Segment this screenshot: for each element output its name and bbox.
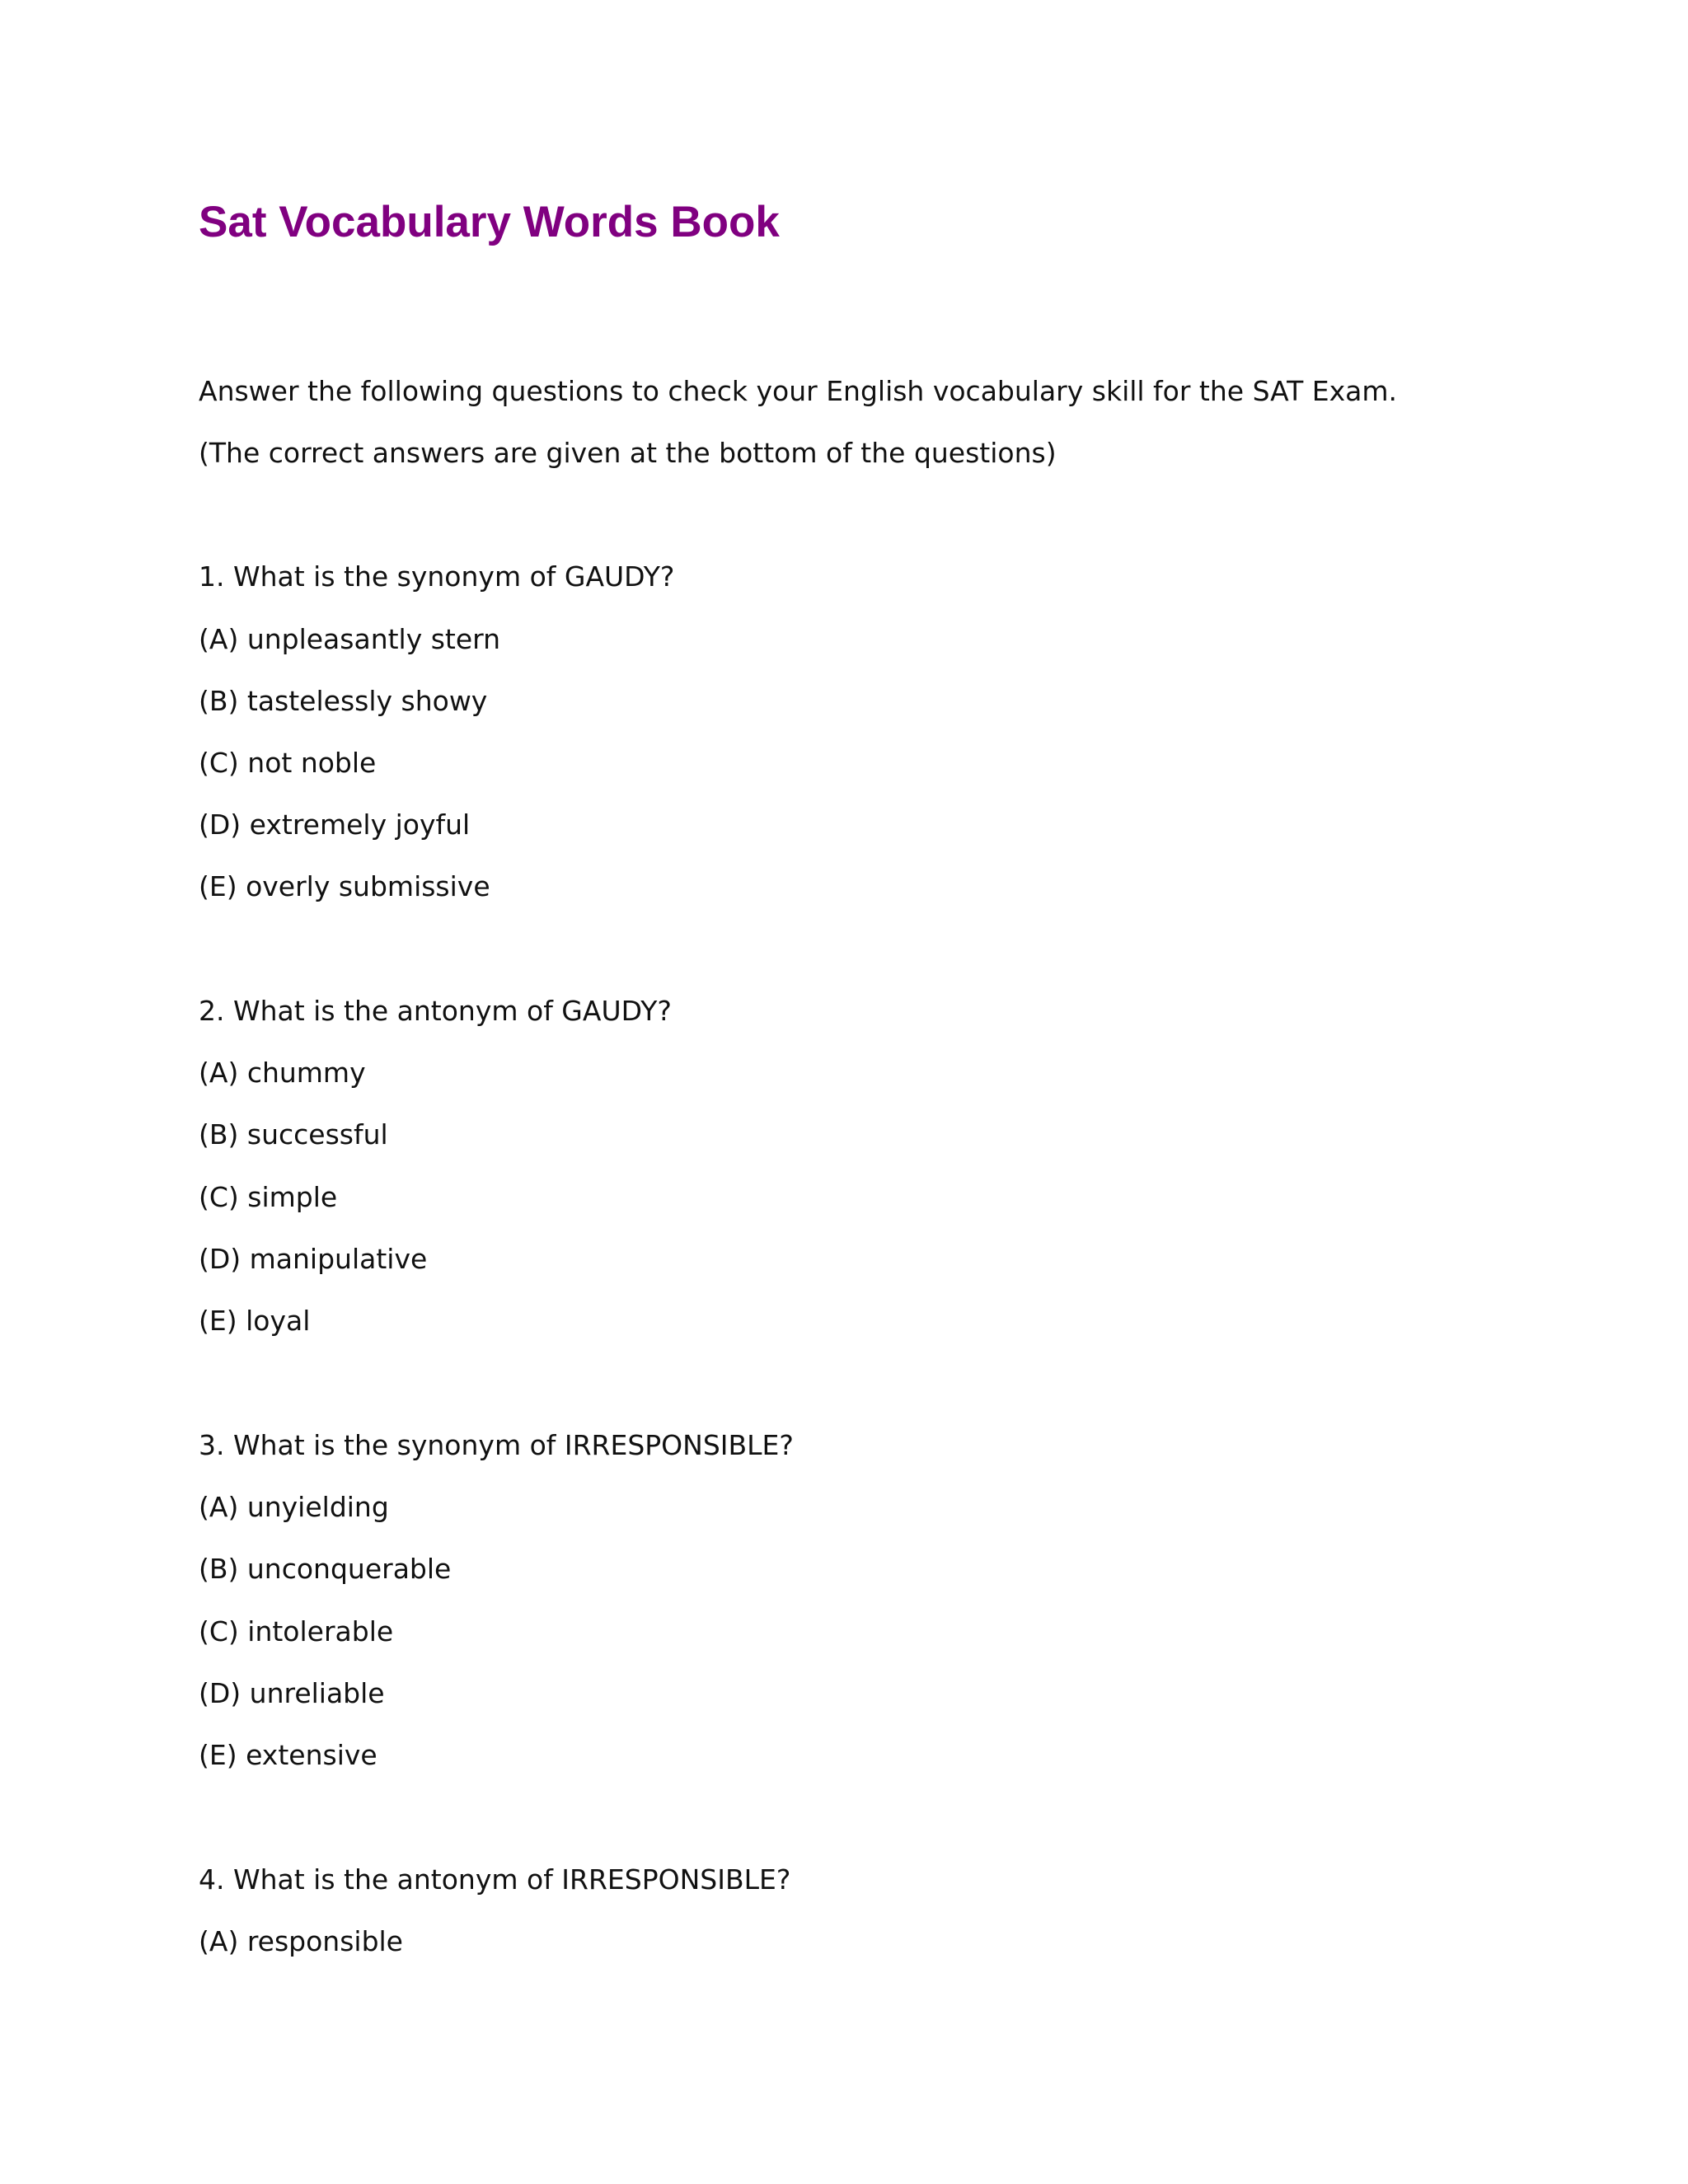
question-2-option-e: (E) loyal [199,1305,311,1337]
answer-note: (The correct answers are given at the bottom of the questions) [199,437,1057,469]
question-1-option-e: (E) overly submissive [199,870,490,902]
question-3-option-d: (D) unreliable [199,1677,385,1709]
question-3-text: 3. What is the synonym of IRRESPONSIBLE? [199,1429,794,1461]
question-1-option-d: (D) extremely joyful [199,808,471,841]
question-3-option-a: (A) unyielding [199,1491,389,1523]
question-1-option-b: (B) tastelessly showy [199,685,488,717]
question-2-option-c: (C) simple [199,1181,338,1213]
question-2-option-d: (D) manipulative [199,1243,428,1275]
question-1-option-c: (C) not noble [199,747,377,779]
question-4-text: 4. What is the antonym of IRRESPONSIBLE? [199,1863,791,1896]
question-3-option-b: (B) unconquerable [199,1553,452,1585]
question-4-option-a: (A) responsible [199,1925,403,1957]
question-3-option-c: (C) intolerable [199,1615,394,1647]
question-1-text: 1. What is the synonym of GAUDY? [199,560,675,593]
document-title: Sat Vocabulary Words Book [199,198,780,246]
question-3-option-e: (E) extensive [199,1739,377,1771]
question-2-option-b: (B) successful [199,1118,388,1151]
question-2-text: 2. What is the antonym of GAUDY? [199,995,672,1027]
intro-text: Answer the following questions to check your English vocabulary skill for the SAT Exam. [199,375,1398,407]
question-1-option-a: (A) unpleasantly stern [199,623,501,655]
question-2-option-a: (A) chummy [199,1057,366,1089]
